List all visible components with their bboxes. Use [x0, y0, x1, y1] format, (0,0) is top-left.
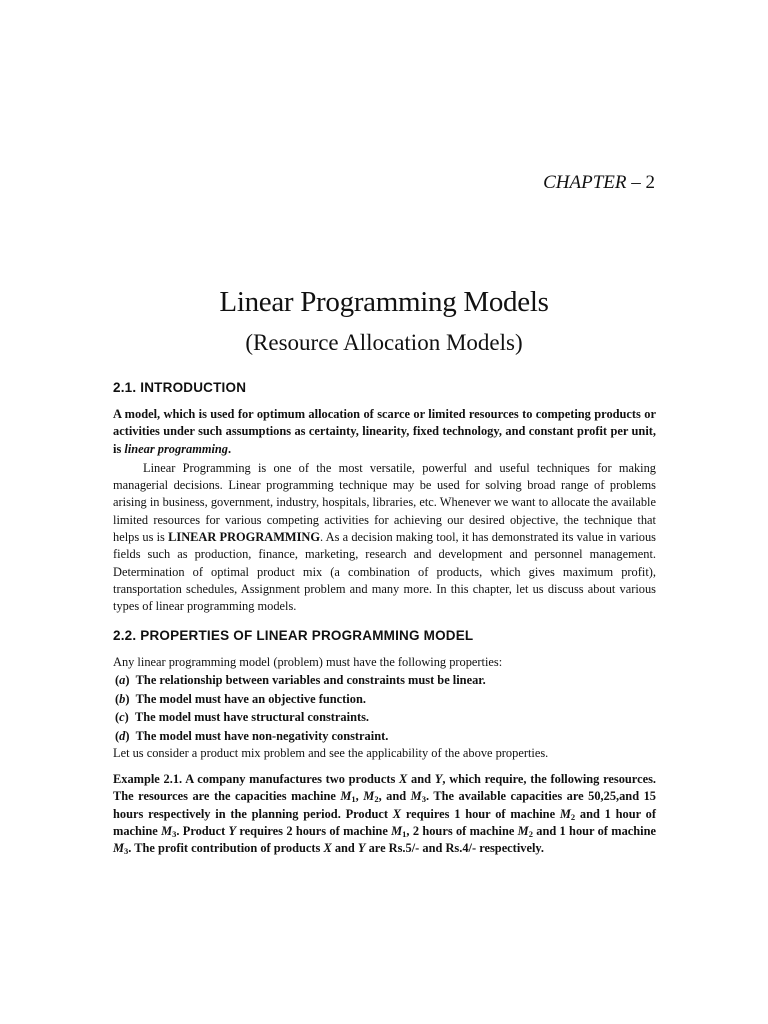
definition-paragraph: A model, which is used for optimum allocation of scarce or limited resources to competing products or activities under such assumptions as certainty, linearity, fixed technology, and constant profit per unit, is linear programming. — [113, 407, 656, 456]
chapter-separator: – — [631, 172, 641, 193]
list-item: (a) The relationship between variables and constraints must be linear. — [115, 673, 486, 688]
properties-outro: Let us consider a product mix problem and see the applicability of the above properties. — [113, 746, 549, 761]
example-paragraph: Example 2.1. A company manufactures two products X and Y, which require, the following resources. The resources are the capacities machine $M_1$, $M_2$, and $M_3$. The available capacities are 50,25,and 15 hours respectively in the planning period. Product X requires 1 hour of machine $M_2$ and 1 hour of machine $M_3$. Product Y requires 2 hours of machine $M_1$, 2 hours of machine $M_2$ and 1 hour of machine $M_3$. The profit contribution of products X and Y are Rs.5/- and Rs.4/- respectively. — [113, 772, 657, 857]
example-block — [113, 771, 656, 857]
properties-list — [113, 671, 656, 745]
list-item: (b) The model must have an objective function. — [115, 691, 366, 706]
properties-intro: Any linear programming model (problem) must have the following properties: — [113, 655, 503, 669]
definition-term: linear programming — [124, 441, 228, 456]
emphasis-linear-programming: LINEAR PROGRAMMING — [168, 530, 321, 545]
chapter-number: 2 — [645, 172, 655, 193]
intro-paragraph: Linear Programming is one of the most versatile, powerful and useful techniques for making managerial decisions. Linear programming technique may be used for solving broad range of problems arising in business, government, industry, hospitals, libraries, etc. Whenever we want to allocate the available limited resources for various competing activities for achieving our desired objective, the technique that helps us is LINEAR PROGRAMMING. As a decision making tool, it has demonstrated its value in various fields such as production, finance, marketing, research and development and personnel management. Determination of optimal product mix (a combination of products, which gives maximum profit), transportation schedules, Assignment problem and many more. In this chapter, let us discuss about various types of linear programming models. — [113, 460, 656, 614]
page-title: Linear Programming Models — [219, 286, 549, 318]
list-item: (d) The model must have non-negativity constraint. — [115, 728, 389, 743]
section-heading-properties: 2.2. PROPERTIES OF LINEAR PROGRAMMING MODEL — [113, 628, 474, 643]
list-item: (c) The model must have structural constraints. — [115, 710, 370, 725]
chapter-word: CHAPTER — [543, 172, 627, 193]
section-introduction — [113, 380, 656, 616]
example-label: Example 2.1. — [113, 772, 183, 786]
page-subtitle: (Resource Allocation Models) — [245, 330, 523, 355]
chapter-label — [543, 172, 655, 194]
section-heading-introduction: 2.1. INTRODUCTION — [113, 380, 247, 395]
section-properties — [113, 628, 656, 763]
